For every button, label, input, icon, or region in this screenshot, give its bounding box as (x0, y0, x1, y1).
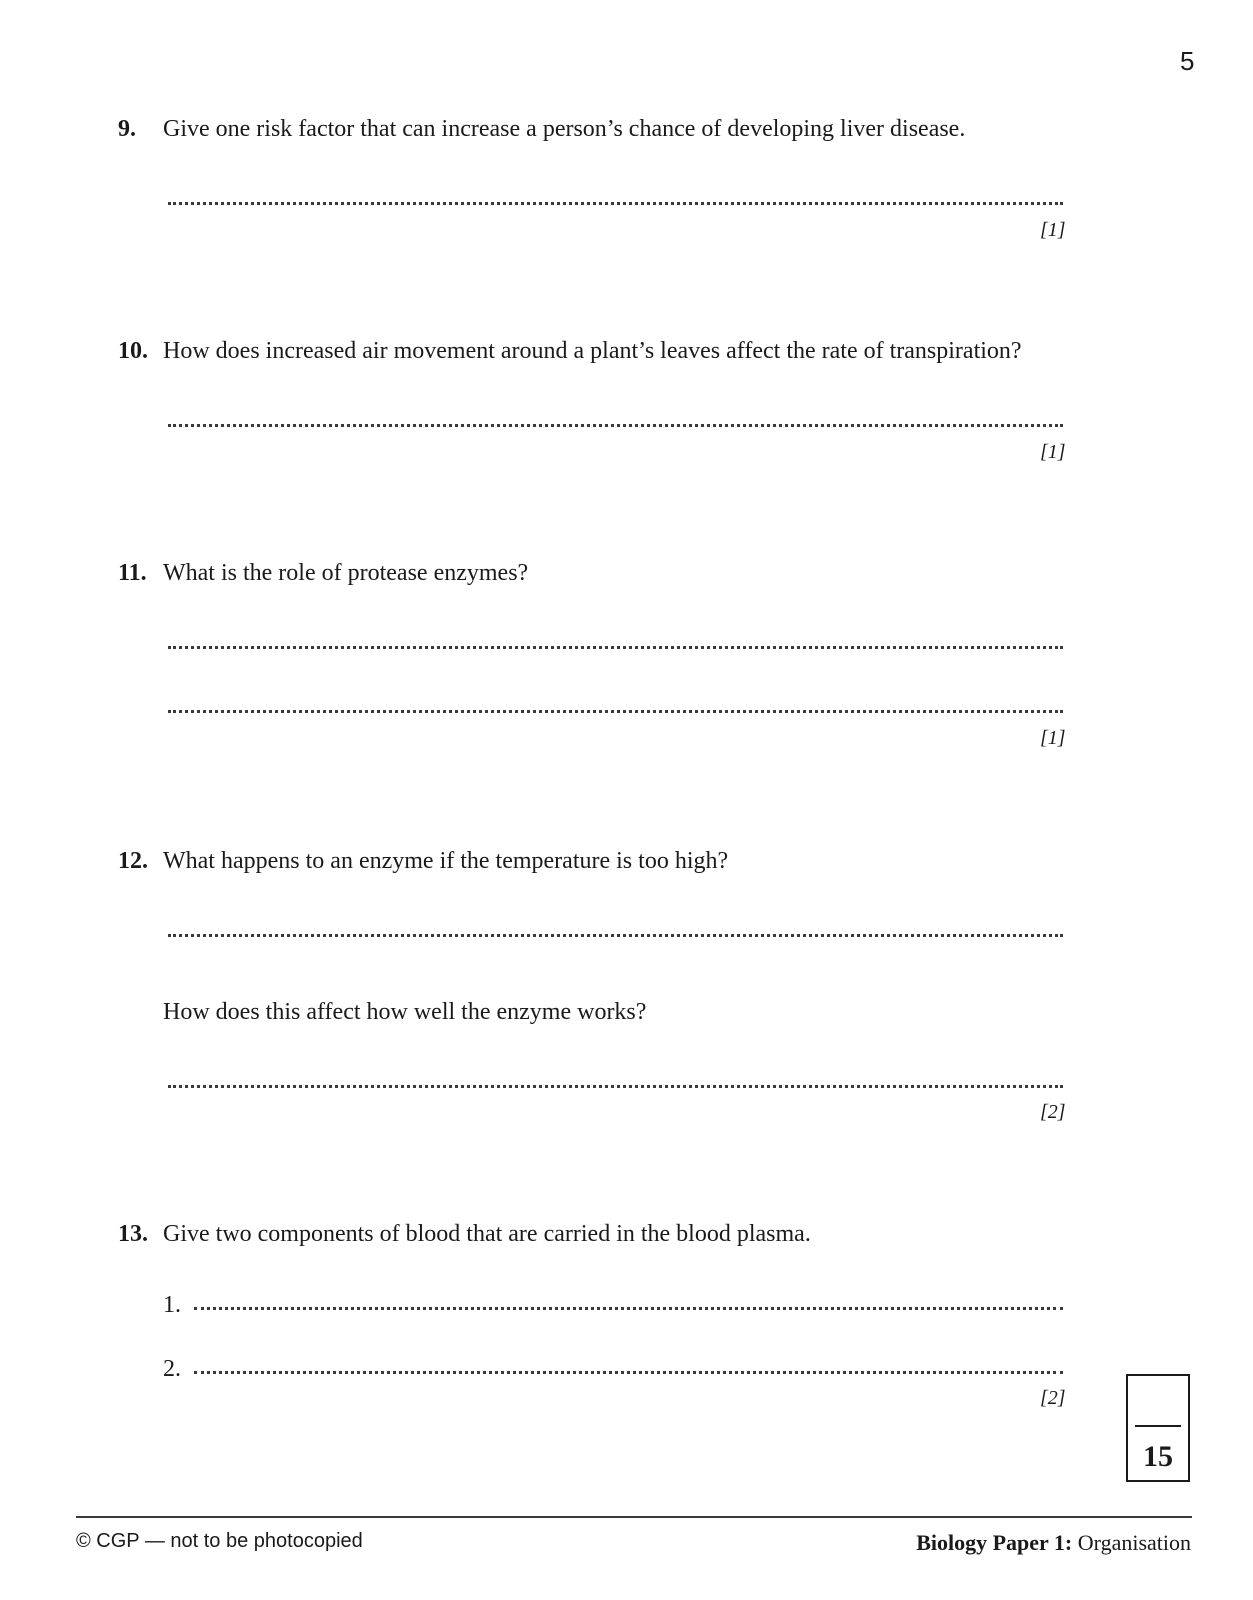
question-12-text: What happens to an enzyme if the temperature is too high? (163, 848, 729, 874)
question-11-answer-line-1[interactable] (168, 646, 1063, 649)
question-12-answer-line-1[interactable] (168, 934, 1063, 937)
question-13-marks: [2] (1040, 1387, 1066, 1409)
question-9-text: Give one risk factor that can increase a person’s chance of developing liver disease. (163, 116, 966, 142)
question-12-answer-line-2[interactable] (168, 1085, 1063, 1088)
score-box-entry-line[interactable] (1135, 1425, 1181, 1427)
question-12-marks: [2] (1040, 1101, 1066, 1123)
question-11-number: 11. (118, 560, 147, 586)
question-11-text: What is the role of protease enzymes? (163, 560, 529, 586)
question-9-answer-line[interactable] (168, 202, 1063, 205)
question-13-item-1-number: 1. (163, 1292, 181, 1318)
paper-title-topic: Organisation (1072, 1530, 1191, 1555)
question-10-marks: [1] (1040, 441, 1066, 463)
question-11-marks: [1] (1040, 727, 1066, 749)
question-13-text: Give two components of blood that are carried in the blood plasma. (163, 1221, 811, 1247)
question-10-text: How does increased air movement around a plant’s leaves affect the rate of transpiration? (163, 338, 1022, 364)
page-number: 5 (1180, 46, 1195, 76)
paper-title-bold: Biology Paper 1: (916, 1530, 1073, 1555)
question-12-subtext: How does this affect how well the enzyme works? (163, 999, 647, 1025)
question-13-answer-line-1[interactable] (194, 1307, 1063, 1310)
question-13-answer-line-2[interactable] (194, 1371, 1063, 1374)
score-box-total: 15 (1143, 1440, 1173, 1473)
copyright-notice: © CGP — not to be photocopied (76, 1530, 363, 1552)
question-13-number: 13. (118, 1221, 148, 1247)
question-12-number: 12. (118, 848, 148, 874)
question-9-marks: [1] (1040, 219, 1066, 241)
footer-divider (76, 1516, 1192, 1518)
question-10-answer-line[interactable] (168, 424, 1063, 427)
question-11-answer-line-2[interactable] (168, 710, 1063, 713)
question-13-item-2-number: 2. (163, 1356, 181, 1382)
paper-title (916, 1530, 1191, 1556)
question-10-number: 10. (118, 338, 148, 364)
question-9-number: 9. (118, 116, 136, 142)
